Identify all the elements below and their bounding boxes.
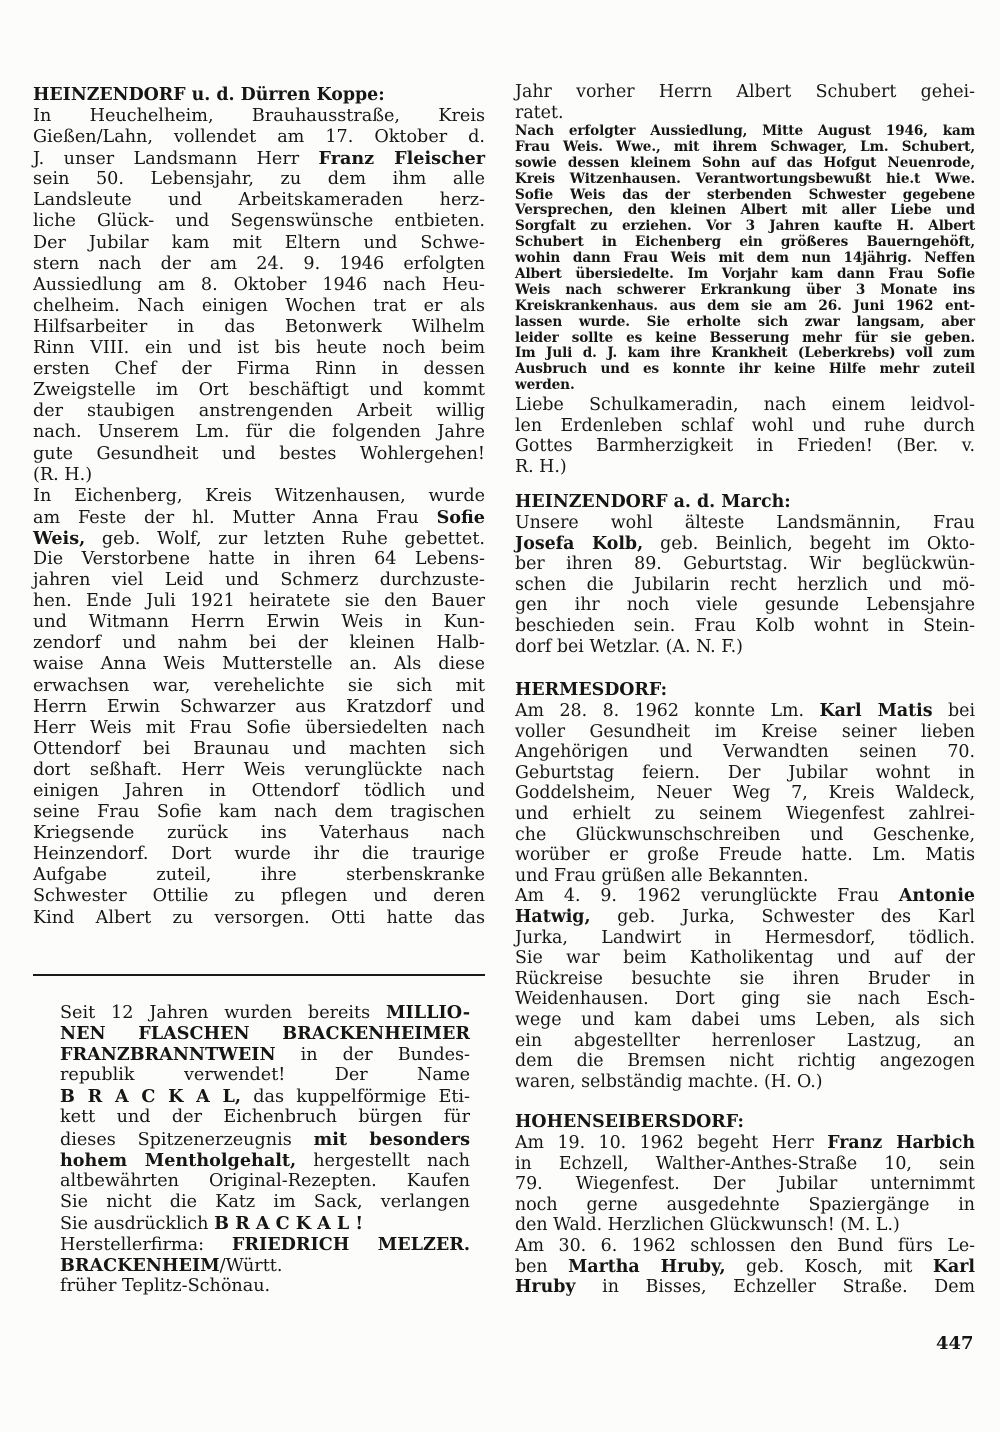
text-run: J. unser Landsmann Herr bbox=[33, 149, 319, 170]
text-run: Weis nach schwerer Erkrankung über 3 Monate ins bbox=[515, 281, 975, 298]
text-line bbox=[33, 802, 485, 823]
text-run: Schubert in Eichenberg ein größeres Bauerngehöft, bbox=[515, 234, 975, 251]
text-run: Am 30. 6. 1962 schlossen den Bund fürs Le- bbox=[515, 1235, 975, 1256]
text-line bbox=[33, 275, 485, 296]
bold-name: FRANZBRANNTWEIN bbox=[60, 1044, 276, 1066]
text-run: das kuppelförmige Eti- bbox=[241, 1087, 470, 1108]
text-line bbox=[515, 251, 975, 267]
text-line bbox=[515, 1010, 975, 1031]
text-line bbox=[33, 612, 485, 633]
text-line bbox=[515, 866, 975, 887]
text-line bbox=[515, 395, 975, 416]
text-run: Kreiskrankenhaus. aus dem sie am 26. Juni 1962 ent- bbox=[515, 297, 975, 314]
text-run: Herstellerfirma: bbox=[60, 1235, 232, 1256]
text-line bbox=[515, 188, 975, 204]
text-line bbox=[515, 534, 975, 555]
text-run: altbewährten Original-Rezepten. Kaufen bbox=[60, 1170, 470, 1191]
text-run: noch gerne ausgedehnte Spaziergänge in bbox=[515, 1194, 975, 1215]
text-line bbox=[515, 299, 975, 315]
text-run: Ottendorf bei Braunau und machten sich bbox=[33, 738, 485, 759]
paragraph-fleischer bbox=[33, 106, 485, 486]
text-line bbox=[33, 739, 485, 760]
text-run: kett und der Eichenbruch bürgen für bbox=[60, 1107, 470, 1128]
text-run: Am 28. 8. 1962 konnte Lm. bbox=[515, 701, 820, 721]
text-run: len Erdenleben schlaf wohl und ruhe durch bbox=[515, 415, 975, 436]
text-line bbox=[60, 1086, 470, 1107]
text-run: wohin dann Frau Weis mit dem nun 14jährig. Neffen bbox=[515, 250, 975, 267]
text-run: der staubigen anstrengenden Arbeit willig bbox=[33, 401, 485, 422]
text-line bbox=[33, 591, 485, 612]
text-line bbox=[515, 156, 975, 172]
text-run: Sofie Weis das der sterbenden Schwester gegebene bbox=[515, 186, 975, 203]
text-run: geb. Jurka, Schwester des Karl bbox=[590, 906, 975, 927]
text-line bbox=[60, 1276, 470, 1297]
paragraph-sofie-weis bbox=[33, 486, 485, 929]
text-line bbox=[33, 233, 485, 254]
advertisement-brackal bbox=[60, 1002, 470, 1297]
text-line bbox=[515, 1215, 975, 1236]
text-line bbox=[515, 513, 975, 534]
text-run: In Eichenberg, Kreis Witzenhausen, wurde bbox=[33, 485, 485, 506]
text-run: leider sollte es keine Besserung mehr für sie geben. bbox=[515, 329, 975, 346]
text-run: Herrn Erwin Schwarzer aus Kratzdorf und bbox=[33, 696, 485, 717]
text-line bbox=[515, 616, 975, 637]
text-run: chelheim. Nach einigen Wochen trat er als bbox=[33, 295, 485, 316]
paragraph-farewell bbox=[515, 395, 975, 477]
bold-name: MILLIO- bbox=[386, 1002, 470, 1023]
text-line bbox=[33, 654, 485, 675]
text-line bbox=[515, 1133, 975, 1154]
section-heinzendorf-march bbox=[515, 492, 975, 657]
text-run: Rinn VIII. ein und ist bis heute noch beim bbox=[33, 338, 485, 359]
text-line bbox=[515, 575, 975, 596]
text-run: und Witmann Herrn Erwin Weis in Kun- bbox=[33, 612, 485, 633]
text-run: jahren viel Leid und Schmerz durchzuste- bbox=[33, 570, 485, 591]
bold-name: Antonie bbox=[898, 886, 975, 907]
text-run: Liebe Schulkameradin, nach einem leidvol- bbox=[515, 395, 975, 415]
text-run: Jurka, Landwirt in Hermesdorf, tödlich. bbox=[515, 927, 975, 948]
text-line bbox=[33, 528, 485, 549]
text-run: Albert übersiedelte. Im Vorjahr kam dann Frau Sofie bbox=[515, 266, 975, 283]
text-run: dort seßhaft. Herr Weis verunglückte nach bbox=[33, 759, 485, 780]
bold-name: Franz Fleischer bbox=[318, 148, 486, 170]
text-line bbox=[33, 359, 485, 380]
text-line bbox=[60, 1213, 470, 1234]
text-line bbox=[515, 103, 975, 124]
text-line bbox=[33, 507, 485, 528]
text-line bbox=[33, 781, 485, 802]
section-heading: HEINZENDORF u. d. Dürren Koppe: bbox=[33, 85, 385, 105]
text-run: ersten Chef der Firma Rinn in dessen bbox=[33, 359, 485, 380]
bold-name: Karl Matis bbox=[819, 701, 933, 721]
text-line bbox=[33, 676, 485, 697]
text-run: in Echzell, Walther-Anthes-Straße 10, sein bbox=[515, 1153, 975, 1174]
text-line bbox=[33, 254, 485, 275]
text-line bbox=[515, 219, 975, 235]
text-run: geb. Beinlich, begeht im Okto- bbox=[643, 533, 975, 554]
text-line bbox=[515, 969, 975, 990]
text-run: gen ihr noch viele gesunde Lebensjahre bbox=[515, 595, 975, 616]
text-run: zendorf und nahm bei der kleinen Halb- bbox=[33, 633, 485, 654]
text-line bbox=[515, 595, 975, 616]
text-line bbox=[515, 907, 975, 928]
text-run: Sie war beim Katholikentag und auf der bbox=[515, 948, 975, 969]
text-run: stern nach der am 24. 9. 1946 erfolgten bbox=[33, 253, 485, 274]
text-line bbox=[515, 124, 975, 140]
text-line bbox=[515, 315, 975, 331]
text-line bbox=[33, 211, 485, 232]
text-line bbox=[33, 422, 485, 443]
text-line bbox=[515, 346, 975, 362]
text-line bbox=[515, 416, 975, 437]
text-run: einigen Jahren in Ottendorf tödlich und bbox=[33, 781, 485, 801]
text-line bbox=[515, 783, 975, 804]
text-run: Nach erfolgter Aussiedlung, Mitte August 1946, kam bbox=[515, 123, 975, 139]
text-run: und erhielt zu seinem Wiegenfest zahlrei- bbox=[515, 803, 975, 824]
paragraph-matis bbox=[515, 701, 975, 886]
text-run: Jahr vorher Herrn Albert Schubert gehei- bbox=[515, 82, 975, 102]
text-run: Goddelsheim, Neuer Weg 7, Kreis Waldeck, bbox=[515, 783, 975, 804]
text-line bbox=[515, 1031, 975, 1052]
text-run: voller Gesundheit im Kreise seiner lieben bbox=[515, 721, 975, 742]
text-line bbox=[515, 845, 975, 866]
paragraph-harbich bbox=[515, 1133, 975, 1236]
text-run: Aufgabe zuteil, ihre sterbenskranke bbox=[33, 865, 485, 886]
text-line bbox=[515, 457, 975, 478]
text-run: geb. Kosch, mit bbox=[725, 1256, 933, 1277]
text-run: wege und kam dabei ums Leben, als sich bbox=[515, 1009, 975, 1030]
text-run: Sie nicht die Katz im Sack, verlangen bbox=[60, 1191, 470, 1212]
text-line bbox=[515, 362, 975, 378]
text-line bbox=[33, 338, 485, 359]
bold-name: Hruby bbox=[515, 1277, 576, 1298]
text-line bbox=[33, 465, 485, 486]
text-line bbox=[33, 844, 485, 865]
text-run: Im Juli d. J. kam ihre Krankheit (Leberkrebs) voll zum bbox=[515, 345, 975, 362]
text-run: früher Teplitz-Schönau. bbox=[60, 1276, 271, 1297]
text-line bbox=[515, 825, 975, 846]
text-line bbox=[33, 570, 485, 591]
text-line bbox=[60, 1044, 470, 1065]
text-run: dorf bei Wetzlar. (A. N. F.) bbox=[515, 636, 743, 657]
text-line bbox=[515, 637, 975, 658]
text-run: werden. bbox=[515, 377, 575, 394]
text-run: lassen wurde. Sie erholte sich zwar langsam, aber bbox=[515, 313, 975, 330]
text-line bbox=[515, 172, 975, 188]
text-run: sowie dessen kleinem Sohn auf das Hofgut Neuenrode, bbox=[515, 154, 975, 171]
text-line bbox=[33, 148, 485, 169]
text-run: Angehörigen und Verwandten seinen 70. bbox=[515, 742, 975, 763]
bold-name: Hatwig, bbox=[515, 906, 591, 927]
text-run: 79. Wiegenfest. Der Jubilar unternimmt bbox=[515, 1174, 975, 1195]
text-line bbox=[33, 169, 485, 190]
text-run: geb. Wolf, zur letzten Ruhe gebettet. bbox=[85, 528, 485, 549]
text-line bbox=[515, 804, 975, 825]
text-line bbox=[515, 928, 975, 949]
text-run: ratet. bbox=[515, 102, 564, 123]
text-run: liche Glück- und Segenswünsche entbieten. bbox=[33, 211, 485, 232]
paragraph-continuation bbox=[515, 82, 975, 123]
text-line bbox=[33, 697, 485, 718]
text-run: und Frau grüßen alle Bekannten. bbox=[515, 865, 809, 886]
text-line bbox=[60, 1023, 470, 1044]
text-run: waren, selbständig machte. (H. O.) bbox=[515, 1071, 823, 1092]
text-line bbox=[33, 823, 485, 844]
text-run: Weidenhausen. Dort ging sie nach Esch- bbox=[515, 989, 975, 1010]
text-line bbox=[33, 633, 485, 654]
text-line bbox=[515, 283, 975, 299]
text-line bbox=[515, 763, 975, 784]
text-line bbox=[60, 1255, 470, 1276]
text-line bbox=[60, 1150, 470, 1171]
text-run: bei bbox=[932, 701, 976, 721]
text-run: in der Bundes- bbox=[275, 1045, 470, 1066]
text-line bbox=[515, 1072, 975, 1093]
text-line bbox=[60, 1129, 470, 1150]
text-run: Rückreise besuchte sie ihren Bruder in bbox=[515, 968, 975, 989]
text-run: ben bbox=[515, 1256, 569, 1277]
text-line bbox=[33, 886, 485, 907]
text-run: sein 50. Lebensjahr, zu dem ihm alle bbox=[33, 169, 485, 190]
paragraph-hruby bbox=[515, 1236, 975, 1298]
text-run: hen. Ende Juli 1921 heiratete sie den Bauer bbox=[33, 591, 485, 612]
text-run: schen die Jubilarin recht herzlich und mö- bbox=[515, 574, 975, 595]
text-run: Sorgfalt zu erziehen. Vor 3 Jahren kaufte H. Albert bbox=[515, 218, 975, 235]
text-line bbox=[33, 317, 485, 338]
bold-name: mit besonders bbox=[313, 1128, 470, 1150]
text-run: Am 19. 10. 1962 begeht Herr bbox=[515, 1133, 828, 1153]
text-line bbox=[515, 948, 975, 969]
bold-name: BRACKENHEIM bbox=[60, 1255, 220, 1277]
text-run: Schwester Ottilie zu pflegen und deren bbox=[33, 886, 485, 907]
bold-name: FRIEDRICH MELZER. bbox=[231, 1234, 470, 1256]
text-run: In Heuchelheim, Brauhausstraße, Kreis bbox=[33, 106, 485, 126]
text-line bbox=[515, 1236, 975, 1257]
text-line bbox=[60, 1171, 470, 1192]
text-line bbox=[515, 1051, 975, 1072]
text-line bbox=[515, 331, 975, 347]
section-heinzendorf-duerren-koppe bbox=[33, 85, 485, 929]
text-run: Die Verstorbene hatte in ihren 64 Lebens- bbox=[33, 548, 485, 569]
text-line bbox=[33, 718, 485, 739]
text-line bbox=[515, 1195, 975, 1216]
text-line bbox=[515, 701, 975, 722]
text-run: Gießen/Lahn, vollendet am 17. Oktober d. bbox=[33, 127, 485, 148]
text-line bbox=[60, 1065, 470, 1086]
text-run: am Feste der hl. Mutter Anna Frau bbox=[33, 507, 437, 528]
text-line bbox=[33, 106, 485, 127]
text-run: ein abgestellter herrenloser Lastzug, an bbox=[515, 1030, 975, 1051]
paragraph-small-print bbox=[515, 124, 975, 394]
text-run: Heinzendorf. Dort wurde ihr die traurige bbox=[33, 844, 485, 865]
bold-name: B R A C K A L ! bbox=[214, 1212, 364, 1234]
text-line bbox=[33, 127, 485, 148]
bold-name: Weis, bbox=[33, 527, 86, 549]
text-run: Landsleute und Arbeitskameraden herz- bbox=[33, 190, 485, 211]
text-line bbox=[515, 742, 975, 763]
text-run: republik verwendet! Der Name bbox=[60, 1065, 470, 1086]
text-line bbox=[33, 865, 485, 886]
ad-former-location bbox=[60, 1276, 470, 1297]
text-run: Sie ausdrücklich bbox=[60, 1213, 215, 1234]
section-hohenseibersdorf bbox=[515, 1112, 975, 1298]
text-run: beschieden sein. Frau Kolb wohnt in Stein- bbox=[515, 615, 975, 636]
bold-name: hohem Mentholgehalt, bbox=[60, 1149, 297, 1171]
text-line bbox=[515, 1174, 975, 1195]
text-run: Versprechen, den kleinen Albert mit aller Liebe und bbox=[515, 202, 975, 219]
text-run: Kreis Witzenhausen. Verantwortungsbewußt hie.t Wwe. bbox=[515, 170, 975, 187]
bold-name: NEN FLASCHEN BRACKENHEIMER bbox=[60, 1023, 470, 1045]
text-run: waise Anna Weis Mutterstelle an. Als diese bbox=[33, 654, 485, 675]
text-run: Hilfsarbeiter in das Betonwerk Wilhelm bbox=[33, 316, 485, 337]
text-line bbox=[515, 1257, 975, 1278]
text-line bbox=[515, 235, 975, 251]
bold-name: Josefa Kolb, bbox=[515, 533, 644, 554]
text-line bbox=[515, 1277, 975, 1298]
text-line bbox=[515, 203, 975, 219]
text-run: Aussiedlung am 8. Oktober 1946 nach Heu- bbox=[33, 274, 485, 295]
text-line bbox=[60, 1107, 470, 1128]
text-run: in Bisses, Echzeller Straße. Dem bbox=[575, 1277, 975, 1298]
text-run: Kind Albert zu versorgen. Otti hatte das bbox=[33, 907, 485, 928]
bold-name: Franz Harbich bbox=[827, 1133, 975, 1153]
page-number: 447 bbox=[936, 1333, 974, 1354]
section-heading: HERMESDORF: bbox=[515, 680, 668, 700]
text-line bbox=[33, 190, 485, 211]
text-line bbox=[515, 554, 975, 575]
bold-name: Karl bbox=[932, 1256, 976, 1277]
section-hermesdorf bbox=[515, 680, 975, 1092]
text-run: ber ihren 89. Geburtstag. Wir beglückwün- bbox=[515, 554, 975, 575]
text-line bbox=[515, 267, 975, 283]
text-line bbox=[33, 380, 485, 401]
text-run: dieses Spitzenerzeugnis bbox=[60, 1129, 314, 1150]
text-line bbox=[515, 436, 975, 457]
text-run: worüber er große Freude hatte. Lm. Matis bbox=[515, 845, 975, 866]
text-line bbox=[33, 486, 485, 507]
text-run: (R. H.) bbox=[33, 464, 93, 485]
ad-manufacturer bbox=[60, 1234, 470, 1276]
text-run: erwachsen war, verehelichte sie sich mit bbox=[33, 675, 485, 696]
text-line bbox=[33, 760, 485, 781]
paragraph-hatwig bbox=[515, 886, 975, 1092]
text-line bbox=[515, 886, 975, 907]
text-line bbox=[515, 989, 975, 1010]
text-run: Kriegsende zurück ins Vaterhaus nach bbox=[33, 823, 485, 844]
text-run: che Glückwunschschreiben und Geschenke, bbox=[515, 824, 975, 845]
text-line bbox=[33, 444, 485, 465]
text-run: dem die Bremsen nicht richtig angezogen bbox=[515, 1051, 975, 1072]
section-heading: HOHENSEIBERSDORF: bbox=[515, 1112, 744, 1132]
text-line bbox=[60, 1234, 470, 1255]
bold-name: B R A C K A L, bbox=[60, 1086, 242, 1108]
text-line bbox=[33, 549, 485, 570]
text-run: Seit 12 Jahren wurden bereits bbox=[60, 1003, 387, 1023]
text-run: Gottes Barmherzigkeit in Frieden! (Ber. v. bbox=[515, 436, 975, 457]
text-run: Frau Weis. Wwe., mit ihrem Schwager, Lm. Schubert, bbox=[515, 138, 975, 155]
text-run: Ausbruch und es konnte ihr keine Hilfe mehr zuteil bbox=[515, 361, 975, 378]
text-run: Unsere wohl älteste Landsmännin, Frau bbox=[515, 513, 975, 533]
text-run: Geburtstag feiern. Der Jubilar wohnt in bbox=[515, 762, 975, 783]
text-run: hergestellt nach bbox=[296, 1150, 470, 1171]
text-run: /Württ. bbox=[219, 1256, 283, 1277]
bold-name: Martha Hruby, bbox=[568, 1256, 726, 1277]
text-line bbox=[515, 378, 975, 394]
text-run: Am 4. 9. 1962 verunglückte Frau bbox=[515, 886, 899, 907]
text-line bbox=[515, 1154, 975, 1175]
text-line bbox=[60, 1002, 470, 1023]
paragraph-kolb bbox=[515, 513, 975, 657]
text-run: Zweigstelle im Ort beschäftigt und kommt bbox=[33, 380, 485, 401]
ad-body bbox=[60, 1002, 470, 1234]
text-line bbox=[515, 82, 975, 103]
text-run: nach. Unserem Lm. für die folgenden Jahre bbox=[33, 422, 485, 443]
text-run: gute Gesundheit und bestes Wohlergehen! bbox=[33, 443, 485, 464]
text-line bbox=[33, 908, 485, 929]
text-run: R. H.) bbox=[515, 456, 567, 477]
bold-name: Sofie bbox=[436, 506, 485, 528]
text-line bbox=[515, 722, 975, 743]
text-line bbox=[33, 296, 485, 317]
text-line bbox=[60, 1192, 470, 1213]
section-heading: HEINZENDORF a. d. March: bbox=[515, 492, 791, 512]
text-run: den Wald. Herzlichen Glückwunsch! (M. L.) bbox=[515, 1215, 900, 1236]
text-line bbox=[33, 401, 485, 422]
divider-rule bbox=[33, 974, 485, 976]
text-run: Der Jubilar kam mit Eltern und Schwe- bbox=[33, 232, 485, 253]
text-run: Herr Weis mit Frau Sofie übersiedelten nach bbox=[33, 717, 485, 738]
text-line bbox=[515, 140, 975, 156]
text-run: seine Frau Sofie kam nach dem tragischen bbox=[33, 802, 485, 823]
